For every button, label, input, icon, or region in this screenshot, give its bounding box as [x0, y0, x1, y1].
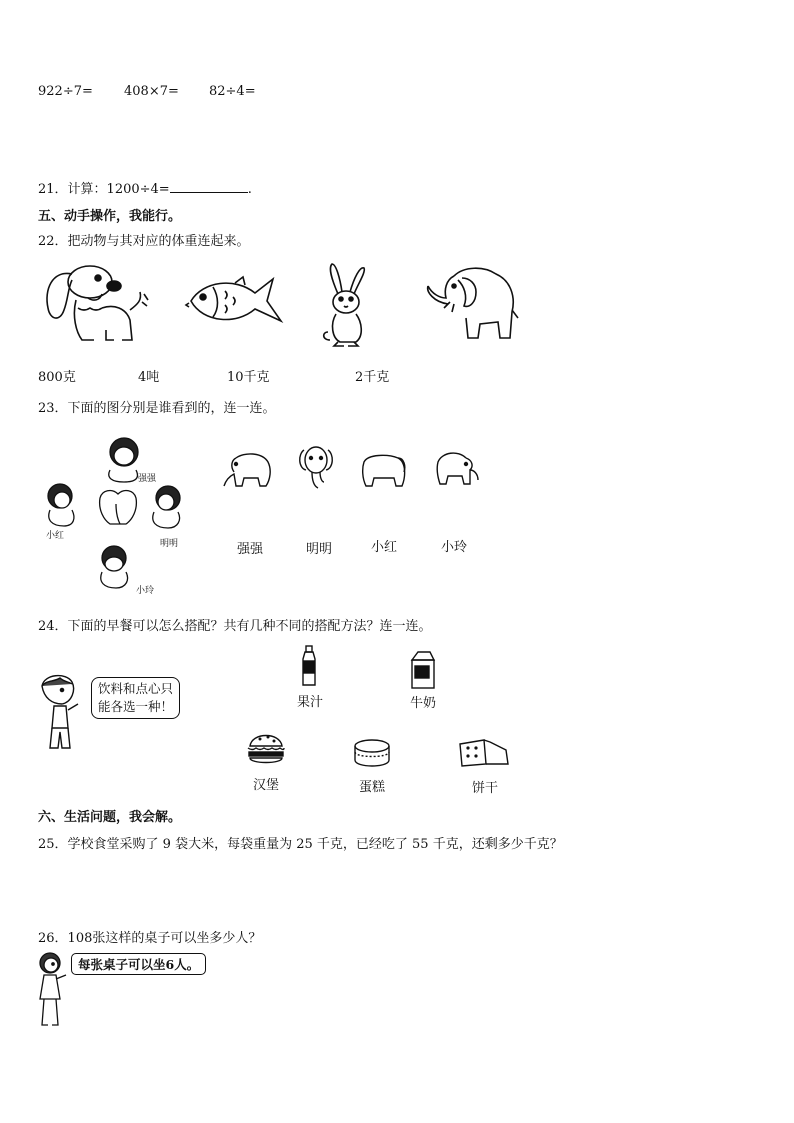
drink-label-juice: 果汁 — [297, 695, 324, 710]
dog-image — [42, 260, 148, 346]
question-23: 23．下面的图分别是谁看到的，连一连。 — [38, 401, 276, 416]
milk-carton-image — [408, 650, 438, 690]
snack-label-cake: 蛋糕 — [359, 780, 386, 795]
calc-item-1: 922÷7= — [38, 84, 93, 99]
question-26: 26．108张这样的桌子可以坐多少人？ — [38, 931, 262, 946]
view-label-3: 小红 — [371, 540, 398, 555]
diagram-name-left: 小红 — [46, 531, 65, 541]
section-6-heading: 六、生活问题，我会解。 — [38, 810, 182, 825]
boy-image — [32, 672, 92, 756]
diagram-name-right: 明明 — [160, 539, 179, 549]
elephant-view-2 — [296, 444, 336, 492]
biscuit-image — [456, 738, 512, 768]
weight-label-1: 800克 — [38, 370, 76, 385]
diagram-name-bottom: 小玲 — [136, 586, 155, 596]
view-label-4: 小玲 — [441, 540, 468, 555]
burger-image — [246, 730, 286, 766]
question-25: 25．学校食堂采购了 9 袋大米，每袋重量为 25 千克，已经吃了 55 千克，还剩多少千克？ — [38, 837, 563, 852]
weight-label-2: 4吨 — [138, 370, 160, 385]
bubble-line-2: 能各选一种！ — [98, 699, 174, 714]
snack-label-biscuit: 饼干 — [472, 781, 499, 796]
juice-bottle-image — [300, 645, 318, 687]
children-around-elephant-diagram — [40, 434, 200, 596]
question-21 — [38, 178, 252, 197]
section-5-heading: 五、动手操作，我能行。 — [38, 209, 182, 224]
cake-image — [352, 738, 392, 768]
elephant-view-4 — [432, 448, 480, 490]
snack-label-burger: 汉堡 — [253, 778, 280, 793]
view-label-2: 明明 — [306, 542, 333, 557]
elephant-image — [424, 262, 520, 344]
elephant-view-1 — [222, 450, 274, 490]
diagram-name-top: 强强 — [138, 474, 157, 484]
table-speech-bubble: 每张桌子可以坐6人。 — [71, 953, 206, 975]
weight-label-4: 2千克 — [355, 370, 390, 385]
fish-image — [185, 275, 285, 331]
elephant-view-3 — [358, 452, 408, 490]
calc-item-3: 82÷4= — [209, 84, 256, 99]
rabbit-image — [318, 262, 374, 348]
question-21-text: 21．计算：1200÷4= — [38, 182, 170, 197]
rule-speech-bubble — [91, 677, 180, 719]
question-24: 24．下面的早餐可以怎么搭配？共有几种不同的搭配方法？连一连。 — [38, 619, 432, 634]
question-21-end: . — [247, 182, 252, 197]
drink-label-milk: 牛奶 — [410, 696, 437, 711]
girl-image — [34, 951, 70, 1031]
bubble-line-1: 饮料和点心只 — [98, 681, 174, 696]
question-22: 22．把动物与其对应的体重连起来。 — [38, 234, 250, 249]
answer-blank[interactable] — [170, 180, 248, 193]
view-label-1: 强强 — [237, 542, 264, 557]
calc-item-2: 408×7= — [124, 84, 179, 99]
weight-label-3: 10千克 — [227, 370, 270, 385]
